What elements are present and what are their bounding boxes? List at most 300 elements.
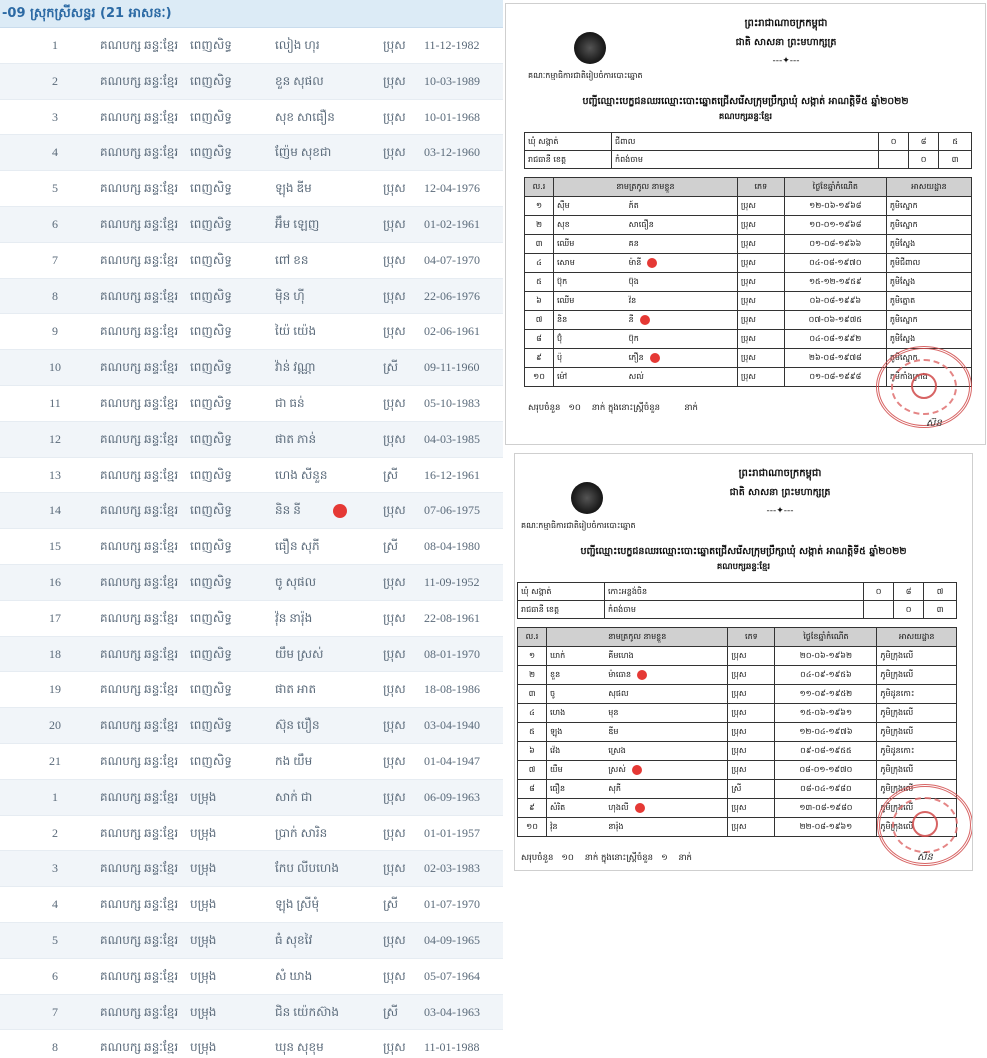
list-type-cell: បម្រុង — [190, 825, 217, 840]
birth-date: 02-03-1983 — [424, 861, 480, 876]
surname: សំរិត — [547, 799, 606, 818]
candidate-name: សាក់ ជា — [275, 789, 313, 804]
birth-date: ១០-០១-១៩៦៨ — [784, 216, 886, 235]
party-cell: គណបក្ស ឆន្ទៈខ្មែរ — [100, 861, 179, 876]
row-number: ៧ — [525, 311, 554, 330]
birth-date: 05-10-1983 — [424, 395, 480, 410]
birth-date: ២៦-០៨-១៩៧៨ — [784, 349, 886, 368]
address: ភូមិក្រុងលើ — [877, 799, 957, 818]
list-type-cell: ពេញសិទ្ធ — [190, 324, 232, 339]
row-number: ២ — [525, 216, 554, 235]
party-cell: គណបក្ស ឆន្ទៈខ្មែរ — [100, 181, 179, 196]
row-number: 1 — [52, 38, 58, 52]
list-type-cell: បម្រុង — [190, 897, 217, 912]
candidate-name: វ៉ុន នារ៉ុង — [275, 610, 313, 625]
gender-cell: ប្រុស — [737, 273, 784, 292]
surname: ឃាក់ — [547, 647, 606, 666]
given-name: ស្រេង — [605, 742, 728, 761]
row-number: 7 — [52, 1004, 58, 1019]
birth-date: ០៤-០៩-១៩៥៦ — [775, 666, 877, 685]
table-row — [0, 851, 503, 887]
address: ភូមិក្រុងលើ — [877, 723, 957, 742]
scanned-candidate-list-1 — [505, 3, 986, 445]
birth-date: 18-08-1986 — [424, 682, 480, 697]
table-row — [0, 637, 503, 673]
gender-cell: ប្រុស — [383, 252, 406, 267]
row-number: ១០ — [518, 818, 547, 837]
gender-cell: ប្រុស — [737, 330, 784, 349]
party-cell: គណបក្ស ឆន្ទៈខ្មែរ — [100, 753, 179, 768]
given-name: ឌីម — [605, 723, 728, 742]
table-row — [0, 887, 503, 923]
row-number: 16 — [49, 574, 61, 589]
table-row — [0, 744, 503, 780]
party-cell: គណបក្ស ឆន្ទៈខ្មែរ — [100, 682, 179, 697]
birth-date: ០៨-០៤-១៩៨០ — [775, 780, 877, 799]
birth-date: 08-01-1970 — [424, 646, 480, 661]
row-number: ២ — [518, 666, 547, 685]
row-number: 6 — [52, 968, 58, 983]
surname: ឈើម — [554, 235, 626, 254]
table-row — [0, 243, 503, 279]
surname: ឈើម — [554, 292, 626, 311]
gender-cell: ប្រុស — [383, 718, 406, 733]
list-type-cell: បម្រុង — [190, 932, 217, 947]
given-name: ភឿន — [626, 349, 738, 368]
row-number: ៣ — [518, 685, 547, 704]
candidate-name: ចូ សុផល — [275, 574, 317, 589]
party-cell: គណបក្ស ឆន្ទៈខ្មែរ — [100, 646, 179, 661]
gender-cell: ប្រុស — [383, 145, 406, 160]
party-cell: គណបក្ស ឆន្ទៈខ្មែរ — [100, 109, 179, 124]
row-number: ១ — [525, 197, 554, 216]
row-number: 11 — [49, 395, 61, 410]
birth-date: ០៤-០៨-១៩៧០ — [784, 254, 886, 273]
gender-cell: ប្រុស — [383, 646, 406, 661]
party-cell: គណបក្ស ឆន្ទៈខ្មែរ — [100, 360, 179, 375]
address: ភូមិស្នែង — [886, 273, 971, 292]
signature: ស៊ន — [926, 418, 942, 429]
party-cell: គណបក្ស ឆន្ទៈខ្មែរ — [100, 718, 179, 733]
committee-name: គណៈកម្មាធិការជាតិរៀបចំការបោះឆ្នោត — [521, 521, 636, 530]
table-row — [518, 666, 957, 685]
row-number: 6 — [52, 216, 58, 231]
row-number: 21 — [49, 753, 61, 768]
summary-line: សរុបចំនួន ១០ នាក់ ក្នុងនោះស្ត្រីចំនួន ១ នាក់ — [521, 853, 692, 863]
gender-cell: ប្រុស — [383, 574, 406, 589]
row-number: 19 — [49, 682, 61, 697]
list-type-cell: ពេញសិទ្ធ — [190, 646, 232, 661]
table-row — [525, 330, 972, 349]
candidate-name: កែប លីបហេង — [275, 861, 339, 876]
list-type-cell: ពេញសិទ្ធ — [190, 467, 232, 482]
candidate-name: ឡុង ឌីម — [275, 181, 312, 196]
table-row — [518, 723, 957, 742]
given-name: សុភី — [605, 780, 728, 799]
summary-line: សរុបចំនួន ១០ នាក់ ក្នុងនោះស្ត្រីចំនួន នាក់ — [528, 403, 698, 413]
candidate-name: ហេង សីនួន — [275, 467, 328, 482]
birth-date: 02-06-1961 — [424, 324, 480, 339]
birth-date: ១២-០៦-១៩៦៨ — [784, 197, 886, 216]
candidate-name: ពៅ ខន — [275, 252, 309, 267]
given-name: ភ៍ត — [626, 197, 738, 216]
gender-cell: ប្រុស — [728, 723, 775, 742]
birth-date: ០៩-០៨-១៩៥៥ — [775, 742, 877, 761]
province-value: កំពង់ចាម — [605, 601, 864, 619]
kingdom-heading: ព្រះរាជាណាចក្រកម្ពុជា — [744, 18, 828, 29]
birth-date: 11-09-1952 — [424, 574, 480, 589]
list-type-cell: ពេញសិទ្ធ — [190, 574, 232, 589]
gender-cell: ប្រុស — [383, 932, 406, 947]
gender-cell: ប្រុស — [383, 181, 406, 196]
birth-date: 10-01-1968 — [424, 109, 480, 124]
birth-date: 03-12-1960 — [424, 145, 480, 160]
surname: និន — [554, 311, 626, 330]
birth-date: 01-04-1947 — [424, 753, 480, 768]
table-row — [525, 292, 972, 311]
party-cell: គណបក្ស ឆន្ទៈខ្មែរ — [100, 73, 179, 88]
address: ភូមិក្រុងលើ — [877, 704, 957, 723]
gender-cell: ប្រុស — [383, 503, 406, 518]
address: ភូមិជីពាល — [886, 254, 971, 273]
gender-cell: ប្រុស — [383, 1040, 406, 1055]
table-row — [0, 279, 503, 315]
gender-cell: ប្រុស — [728, 704, 775, 723]
given-name: នារ៉ុង — [605, 818, 728, 837]
candidate-name: ស៊ុន បឿន — [275, 718, 320, 733]
given-name: ប៊ុក — [626, 330, 738, 349]
table-row — [525, 235, 972, 254]
gender-cell: ប្រុស — [737, 197, 784, 216]
table-row — [0, 64, 503, 100]
gender-cell: ប្រុស — [383, 395, 406, 410]
row-number: 5 — [52, 181, 58, 196]
party-cell: គណបក្ស ឆន្ទៈខ្មែរ — [100, 1004, 179, 1019]
list-type-cell: បម្រុង — [190, 1040, 217, 1055]
gender-cell: ស្រី — [383, 539, 398, 554]
location-info-table: ឃុំ សង្កាត់ កោះអន្លង់ចិន ០ ៨ ៧ រាជធានី ខេត្ត កំពង់ចាម ០ ៣ — [517, 582, 957, 619]
surname: វ៉ុន — [547, 818, 606, 837]
gender-cell: ប្រុស — [728, 742, 775, 761]
gender-cell: ប្រុស — [737, 292, 784, 311]
row-number: ៥ — [525, 273, 554, 292]
red-marker-dot — [650, 353, 660, 363]
address: ភូមិត្នោត — [886, 292, 971, 311]
candidate-name: ឡុង ស្រីមុំ — [275, 897, 320, 912]
birth-date: 07-06-1975 — [424, 503, 480, 518]
address: ភូមិក្រុងលើ — [877, 780, 957, 799]
location-info-table: ឃុំ សង្កាត់ ជីពាល ០ ៨ ៥ រាជធានី ខេត្ត កំពង់ចាម ០ ៣ — [524, 132, 972, 169]
party-cell: គណបក្ស ឆន្ទៈខ្មែរ — [100, 252, 179, 267]
party-cell: គណបក្ស ឆន្ទៈខ្មែរ — [100, 38, 179, 52]
party-cell: គណបក្ស ឆន្ទៈខ្មែរ — [100, 467, 179, 482]
gender-cell: ប្រុស — [383, 825, 406, 840]
birth-date: ០៤-០៨-១៩៩២ — [784, 330, 886, 349]
list-type-cell: ពេញសិទ្ធ — [190, 395, 232, 410]
candidate-name: ញ៉ែម សុខជា — [275, 145, 332, 160]
table-row — [0, 529, 503, 565]
row-number: ៦ — [525, 292, 554, 311]
red-marker-dot — [635, 803, 645, 813]
gender-cell: ប្រុស — [737, 368, 784, 387]
document-title: បញ្ជីឈ្មោះបេក្ខជនឈរឈ្មោះបោះឆ្នោតជ្រើសរើសក្រុមប្រឹក្សាឃុំ សង្កាត់ អាណត្តិទី៥ ឆ្នាំ២០២២ — [580, 546, 907, 557]
gender-cell: ប្រុស — [728, 647, 775, 666]
birth-date: 04-07-1970 — [424, 252, 480, 267]
gender-cell: ប្រុស — [728, 761, 775, 780]
gender-cell: ស្រី — [383, 360, 398, 375]
birth-date: 08-04-1980 — [424, 539, 480, 554]
table-row — [518, 685, 957, 704]
table-row — [0, 959, 503, 995]
table-row — [0, 458, 503, 494]
row-number: 1 — [52, 789, 58, 804]
given-name: គីមហេង — [605, 647, 728, 666]
table-row — [0, 135, 503, 171]
row-number: ៩ — [525, 349, 554, 368]
table-row — [525, 273, 972, 292]
list-type-cell: ពេញសិទ្ធ — [190, 38, 232, 52]
candidate-name: ធឿន សុភី — [275, 539, 320, 554]
address: ភូមិដូនកោះ — [877, 685, 957, 704]
birth-date: 11-12-1982 — [424, 38, 480, 52]
birth-date: 06-09-1963 — [424, 789, 480, 804]
decorative-divider: ---✦--- — [766, 506, 794, 516]
list-type-cell: ពេញសិទ្ធ — [190, 360, 232, 375]
birth-date: ០៧-០៦-១៩៧៥ — [784, 311, 886, 330]
national-motto: ជាតិ សាសនា ព្រះមហាក្សត្រ — [729, 487, 831, 498]
surname: យឹម — [547, 761, 606, 780]
row-number: ៨ — [518, 780, 547, 799]
address: ភូមិក្រុងលើ — [877, 818, 957, 837]
row-number: 15 — [49, 539, 61, 554]
row-number: 2 — [52, 825, 58, 840]
gender-cell: ប្រុស — [737, 235, 784, 254]
gender-cell: ស្រី — [383, 1004, 398, 1019]
table-row — [0, 350, 503, 386]
candidate-name: និន នី — [275, 503, 301, 518]
birth-date: ១១-០៩-១៩៥២ — [775, 685, 877, 704]
birth-date: 12-04-1976 — [424, 181, 480, 196]
row-number: ៧ — [518, 761, 547, 780]
committee-emblem-icon — [574, 32, 606, 64]
gender-cell: ប្រុស — [737, 254, 784, 273]
candidate-name: ឃុន សុខុម — [275, 1040, 324, 1055]
address: ភូមិស្នោក — [886, 311, 971, 330]
red-marker-dot — [632, 765, 642, 775]
list-type-cell: ពេញសិទ្ធ — [190, 431, 232, 446]
party-cell: គណបក្ស ឆន្ទៈខ្មែរ — [100, 1040, 179, 1055]
province-value: កំពង់ចាម — [612, 151, 879, 169]
surname: ខួន — [547, 666, 606, 685]
row-number: ៨ — [525, 330, 554, 349]
address: ភូមិស្នោក — [886, 216, 971, 235]
birth-date: 22-06-1976 — [424, 288, 480, 303]
party-cell: គណបក្ស ឆន្ទៈខ្មែរ — [100, 431, 179, 446]
party-cell: គណបក្ស ឆន្ទៈខ្មែរ — [100, 825, 179, 840]
red-marker-dot — [647, 258, 657, 268]
address: ភូមិកាំងក្រាង — [886, 368, 971, 387]
table-row — [0, 1030, 503, 1058]
scanned-candidate-list-2 — [514, 453, 973, 871]
table-row — [525, 197, 972, 216]
row-number: 4 — [52, 145, 58, 160]
red-marker-dot — [637, 670, 647, 680]
row-number: ៤ — [525, 254, 554, 273]
gender-cell: ស្រី — [383, 897, 398, 912]
row-number: 13 — [49, 467, 61, 482]
given-name: ម៉ានី — [626, 254, 738, 273]
surname: វ៉េង — [547, 742, 606, 761]
party-name: គណបក្សឆន្ទៈខ្មែរ — [716, 562, 771, 572]
party-cell: គណបក្ស ឆន្ទៈខ្មែរ — [100, 968, 179, 983]
list-type-cell: បម្រុង — [190, 1004, 217, 1019]
list-type-cell: ពេញសិទ្ធ — [190, 145, 232, 160]
row-number: 4 — [52, 897, 58, 912]
gender-cell: ប្រុស — [383, 216, 406, 231]
table-row — [518, 647, 957, 666]
gender-cell: ស្រី — [728, 780, 775, 799]
row-number: 18 — [49, 646, 61, 661]
list-type-cell: បម្រុង — [190, 789, 217, 804]
table-row — [0, 493, 503, 529]
gender-cell: ប្រុស — [383, 324, 406, 339]
birth-date: ១៥-១២-១៩៥៩ — [784, 273, 886, 292]
red-marker-dot — [333, 504, 347, 518]
given-name: គន — [626, 235, 738, 254]
national-motto: ជាតិ សាសនា ព្រះមហាក្សត្រ — [735, 37, 837, 48]
document-title: បញ្ជីឈ្មោះបេក្ខជនឈរឈ្មោះបោះឆ្នោតជ្រើសរើសក្រុមប្រឹក្សាឃុំ សង្កាត់ អាណត្តិទី៥ ឆ្នាំ២០២២ — [582, 96, 909, 107]
list-type-cell: បម្រុង — [190, 968, 217, 983]
birth-date: ០១-០៨-១៩៦៦ — [784, 235, 886, 254]
row-number: ៥ — [518, 723, 547, 742]
birth-date: ២២-០៨-១៩៦១ — [775, 818, 877, 837]
gender-cell: ប្រុស — [383, 288, 406, 303]
surname: ចូ — [547, 685, 606, 704]
row-number: 7 — [52, 252, 58, 267]
kingdom-heading: ព្រះរាជាណាចក្រកម្ពុជា — [738, 468, 822, 479]
list-type-cell: ពេញសិទ្ធ — [190, 181, 232, 196]
party-cell: គណបក្ស ឆន្ទៈខ្មែរ — [100, 145, 179, 160]
table-row — [0, 708, 503, 744]
surname: ធឿន — [547, 780, 606, 799]
list-type-cell: ពេញសិទ្ធ — [190, 718, 232, 733]
given-name: ស្រស់ — [605, 761, 728, 780]
given-name: សាធឿន — [626, 216, 738, 235]
table-row — [525, 311, 972, 330]
birth-date: 11-01-1988 — [424, 1040, 480, 1055]
row-number: 2 — [52, 73, 58, 88]
birth-date: 16-12-1961 — [424, 467, 480, 482]
gender-cell: ប្រុស — [383, 682, 406, 697]
list-type-cell: ពេញសិទ្ធ — [190, 73, 232, 88]
birth-date: 10-03-1989 — [424, 73, 480, 88]
party-cell: គណបក្ស ឆន្ទៈខ្មែរ — [100, 897, 179, 912]
surname: ប៊ុំ — [554, 330, 626, 349]
gender-cell: ប្រុស — [383, 109, 406, 124]
table-row — [525, 254, 972, 273]
surname: ប៉ុ — [554, 349, 626, 368]
list-type-cell: ពេញសិទ្ធ — [190, 610, 232, 625]
party-cell: គណបក្ស ឆន្ទៈខ្មែរ — [100, 789, 179, 804]
row-number: 12 — [49, 431, 61, 446]
table-row — [518, 761, 957, 780]
gender-cell: ប្រុស — [383, 753, 406, 768]
commune-value: ជីពាល — [612, 133, 879, 151]
row-number: 10 — [49, 360, 61, 375]
birth-date: 04-09-1965 — [424, 932, 480, 947]
signature: ស៊ន — [917, 852, 933, 863]
official-seal-icon — [876, 346, 972, 428]
list-type-cell: ពេញសិទ្ធ — [190, 109, 232, 124]
candidate-name: យ៉ៃ យ៉េង — [275, 324, 317, 339]
candidate-name: យឹម ស្រស់ — [275, 646, 324, 661]
gender-cell: ប្រុស — [383, 861, 406, 876]
candidate-name: វ៉ាន់ វណ្ណា — [275, 360, 316, 375]
party-cell: គណបក្ស ឆន្ទៈខ្មែរ — [100, 503, 179, 518]
surname: ប៊ុក — [554, 273, 626, 292]
surname: សុខ — [554, 216, 626, 235]
gender-cell: ប្រុស — [737, 311, 784, 330]
list-type-cell: បម្រុង — [190, 861, 217, 876]
surname: ហេង — [547, 704, 606, 723]
row-number: ១ — [518, 647, 547, 666]
surname: សោម — [554, 254, 626, 273]
row-number: ៦ — [518, 742, 547, 761]
given-name: សុផល — [605, 685, 728, 704]
row-number: ៤ — [518, 704, 547, 723]
birth-date: 09-11-1960 — [424, 360, 480, 375]
surname: ម៉ៅ — [554, 368, 626, 387]
party-cell: គណបក្ស ឆន្ទៈខ្មែរ — [100, 216, 179, 231]
party-name: គណបក្សឆន្ទៈខ្មែរ — [718, 112, 773, 122]
table-row — [0, 28, 503, 64]
gender-cell: ប្រុស — [728, 818, 775, 837]
given-name: នី — [626, 311, 738, 330]
candidate-name: លៀង ហុរ — [275, 38, 320, 52]
row-number: 8 — [52, 1040, 58, 1055]
row-number: 9 — [52, 324, 58, 339]
list-type-cell: ពេញសិទ្ធ — [190, 252, 232, 267]
row-number: ៣ — [525, 235, 554, 254]
birth-date: ០១-០៨-១៩៩៨ — [784, 368, 886, 387]
birth-date: 04-03-1985 — [424, 431, 480, 446]
list-type-cell: ពេញសិទ្ធ — [190, 753, 232, 768]
row-number: ១០ — [525, 368, 554, 387]
row-number: 14 — [49, 503, 61, 518]
candidate-name: ជិន យ៉េកស៊ាង — [275, 1004, 339, 1019]
party-cell: គណបក្ស ឆន្ទៈខ្មែរ — [100, 932, 179, 947]
party-cell: គណបក្ស ឆន្ទៈខ្មែរ — [100, 539, 179, 554]
candidate-name: សំ ឃាង — [275, 968, 313, 983]
address: ភូមិស្នោក — [886, 197, 971, 216]
gender-cell: ប្រុស — [383, 73, 406, 88]
address: ភូមិស្នែង — [886, 330, 971, 349]
birth-date: 01-02-1961 — [424, 216, 480, 231]
given-name: មុន — [605, 704, 728, 723]
birth-date: 03-04-1940 — [424, 718, 480, 733]
row-number: 17 — [49, 610, 61, 625]
address: ភូមិដូនកោះ — [877, 742, 957, 761]
committee-name: គណៈកម្មាធិការជាតិរៀបចំការបោះឆ្នោត — [528, 71, 643, 80]
list-type-cell: ពេញសិទ្ធ — [190, 288, 232, 303]
party-cell: គណបក្ស ឆន្ទៈខ្មែរ — [100, 610, 179, 625]
gender-cell: ប្រុស — [383, 968, 406, 983]
candidate-name: ធំ សុខវៃ — [275, 932, 313, 947]
table-row — [518, 742, 957, 761]
table-row — [525, 216, 972, 235]
address: ភូមិស្នោក — [886, 349, 971, 368]
row-number: 5 — [52, 932, 58, 947]
